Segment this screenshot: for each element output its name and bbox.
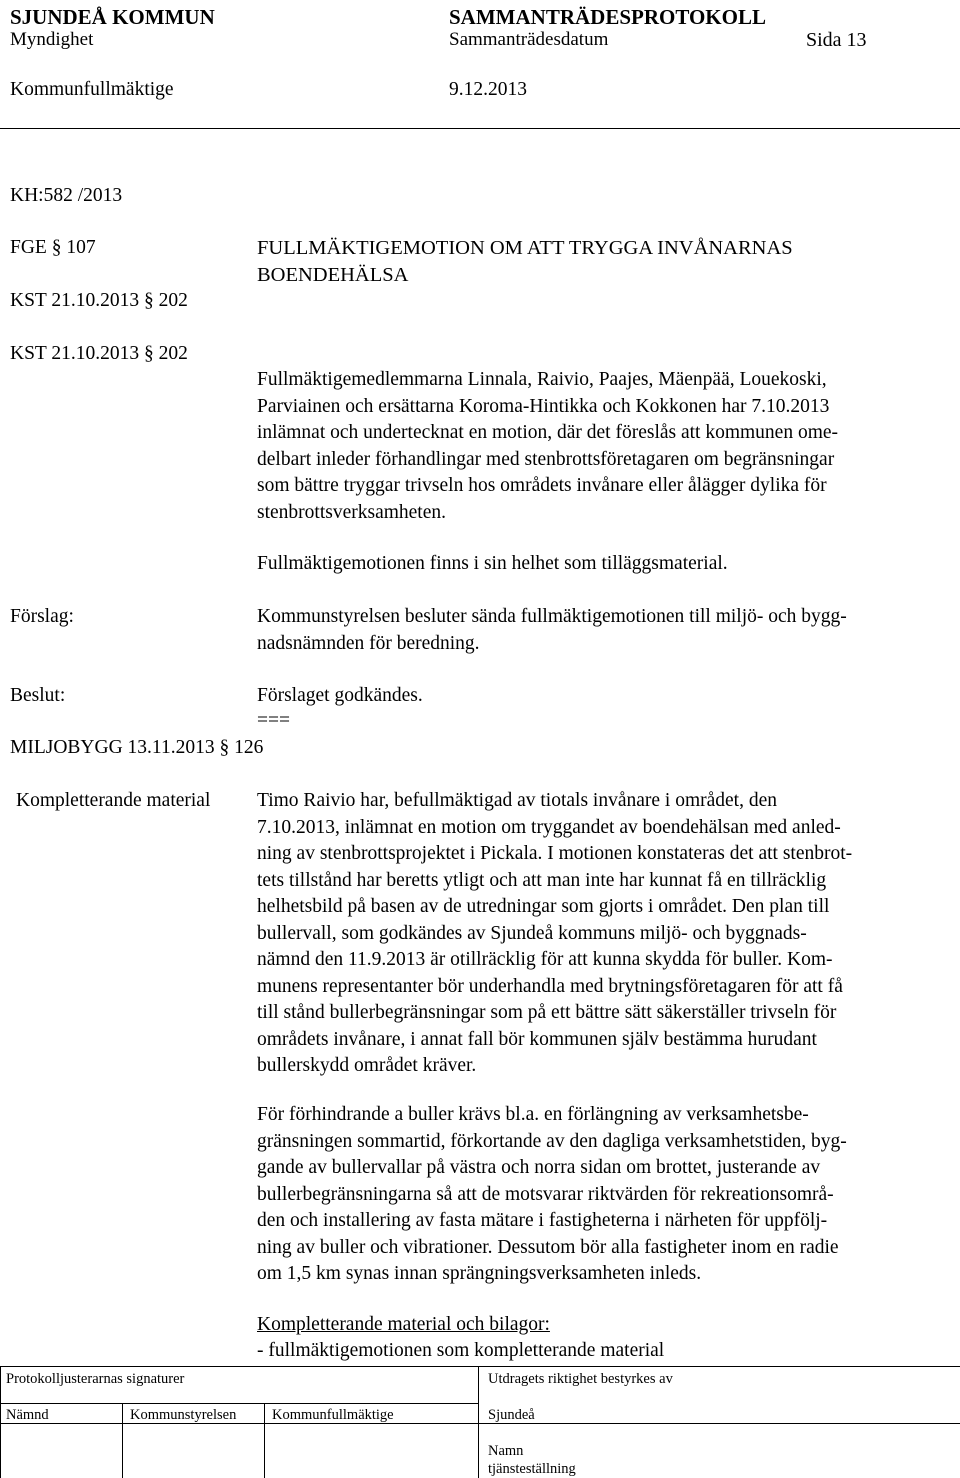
section-title-line: FULLMÄKTIGEMOTION OM ATT TRYGGA INVÅNARNAS: [257, 237, 793, 259]
text-line: bullerskydd området kräver.: [257, 1055, 477, 1076]
text-line: tets tillstånd har beretts ytligt och att man inte har kunnat få en tillräcklig: [257, 869, 827, 891]
text-line: ning av stenbrottsprojektet i Pickala. I motionen konstateras det att stenbrot-: [257, 843, 853, 864]
separator-mark: ===: [257, 710, 290, 731]
organization-name: SJUNDEÅ KOMMUN: [10, 5, 215, 29]
proposal-text: [257, 604, 957, 657]
text-line: nadsnämnden för beredning.: [257, 632, 480, 654]
text-line: 7.10.2013, inlämnat en motion om tryggandet av boendehälsan med anled-: [257, 816, 841, 838]
supplement-paragraph-2: [257, 1102, 957, 1288]
footer-col-divider: [478, 1366, 479, 1478]
supplement-paragraph-1: [257, 788, 957, 1080]
page-number: Sida 13: [806, 29, 867, 51]
text-line: till stånd bullerbegränsningar som på ett bättre sätt säkerställer trivseln för: [257, 1002, 837, 1023]
text-line: helhetsbild på basen av de utredningar som gjorts i området. Den plan till: [257, 896, 830, 917]
text-line: stenbrottsverksamheten.: [257, 501, 446, 523]
footer-col-divider: [122, 1403, 123, 1478]
footer-col-divider: [264, 1403, 265, 1478]
certified-name-label: Namn: [488, 1443, 524, 1459]
text-line: delbart inleder förhandlingar med stenbrottsföretagaren om begränsningar: [257, 448, 835, 470]
certified-place: Sjundeå: [488, 1407, 535, 1423]
text-line: gande av bullervallar på västra och norra sidan om brottet, justerande av: [257, 1157, 821, 1178]
text-line: För förhindrande a buller krävs bl.a. en förlängning av verksamhetsbe-: [257, 1104, 809, 1125]
ref-kst-1: KST 21.10.2013 § 202: [10, 290, 188, 311]
text-line: munens representanter bör underhandla med brytningsföretagaren för att få: [257, 975, 843, 997]
case-number: KH:582 /2013: [10, 185, 123, 206]
meeting-date-label: Sammanträdesdatum: [449, 29, 609, 50]
authority-name: Kommunfullmäktige: [10, 79, 174, 100]
text-line: områdets invånare, i annat fall bör kommunen själv bestämma hurudant: [257, 1028, 817, 1050]
text-line: som bättre tryggar trivseln hos områdets invånare eller ålägger dylika för: [257, 475, 827, 496]
decision-text: Förslaget godkändes.: [257, 685, 423, 706]
footer-top-border: [0, 1366, 960, 1367]
certified-label: Utdragets riktighet bestyrkes av: [488, 1371, 673, 1387]
text-line: Parviainen och ersättarna Koroma-Hintikka och Kokkonen har 7.10.2013: [257, 395, 830, 417]
ref-fge: FGE § 107: [10, 237, 96, 258]
text-line: Kommunstyrelsen besluter sända fullmäktigemotionen till miljö- och bygg-: [257, 606, 847, 627]
text-line: ning av buller och vibrationer. Dessutom bör alla fastigheter inom en radie: [257, 1236, 839, 1258]
document-type: SAMMANTRÄDESPROTOKOLL: [449, 5, 766, 29]
footer-left-border: [0, 1366, 1, 1478]
signatures-label: Protokolljusterarnas signaturer: [6, 1371, 185, 1387]
text-line: Timo Raivio har, befullmäktigad av tiotals invånare i området, den: [257, 790, 778, 811]
certified-position-label: tjänsteställning: [488, 1461, 576, 1477]
signature-footer: [0, 1366, 960, 1478]
text-line: om 1,5 km synas innan sprängningsverksamheten inleds.: [257, 1263, 702, 1284]
ref-kst-2: KST 21.10.2013 § 202: [10, 343, 188, 364]
attachment-item: - fullmäktigemotionen som kompletterande material: [257, 1340, 665, 1361]
supplement-label: Kompletterande material: [16, 790, 211, 811]
authority-label: Myndighet: [10, 29, 94, 50]
text-line: gränsningen sommartid, förkortande av den dagliga verksamhetstiden, byg-: [257, 1130, 847, 1152]
col-kommunstyrelsen: Kommunstyrelsen: [130, 1407, 237, 1423]
footer-col-header-line: [0, 1403, 478, 1404]
proposal-label: Förslag:: [10, 606, 74, 627]
text-line: bullerbegränsningarna så att de motsvarar riktvärden för rekreationsområ-: [257, 1183, 834, 1205]
text-line: inlämnat och undertecknat en motion, där det föreslås att kommunen ome-: [257, 422, 839, 443]
motion-intro-paragraph: [257, 367, 957, 526]
col-namnd: Nämnd: [6, 1407, 49, 1423]
attachment-note: Fullmäktigemotionen finns i sin helhet som tilläggsmaterial.: [257, 553, 728, 574]
decision-label: Beslut:: [10, 685, 66, 706]
ref-miljobygg: MILJOBYGG 13.11.2013 § 126: [10, 737, 264, 758]
text-line: bullervall, som godkändes av Sjundeå kommuns miljö- och byggnads-: [257, 922, 807, 944]
header-divider: [0, 128, 960, 129]
section-title: [257, 235, 957, 288]
text-line: nämnd den 11.9.2013 är otillräcklig för att kunna skydda för buller. Kom-: [257, 949, 833, 970]
text-line: den och installering av fasta mätare i fastigheterna i närheten för uppfölj-: [257, 1210, 828, 1231]
section-title-line: BOENDEHÄLSA: [257, 263, 409, 286]
col-kommunfullmaktige: Kommunfullmäktige: [272, 1407, 394, 1423]
attachments-heading: Kompletterande material och bilagor:: [257, 1314, 550, 1335]
meeting-date: 9.12.2013: [449, 79, 527, 100]
text-line: Fullmäktigemedlemmarna Linnala, Raivio, Paajes, Mäenpää, Louekoski,: [257, 369, 827, 390]
